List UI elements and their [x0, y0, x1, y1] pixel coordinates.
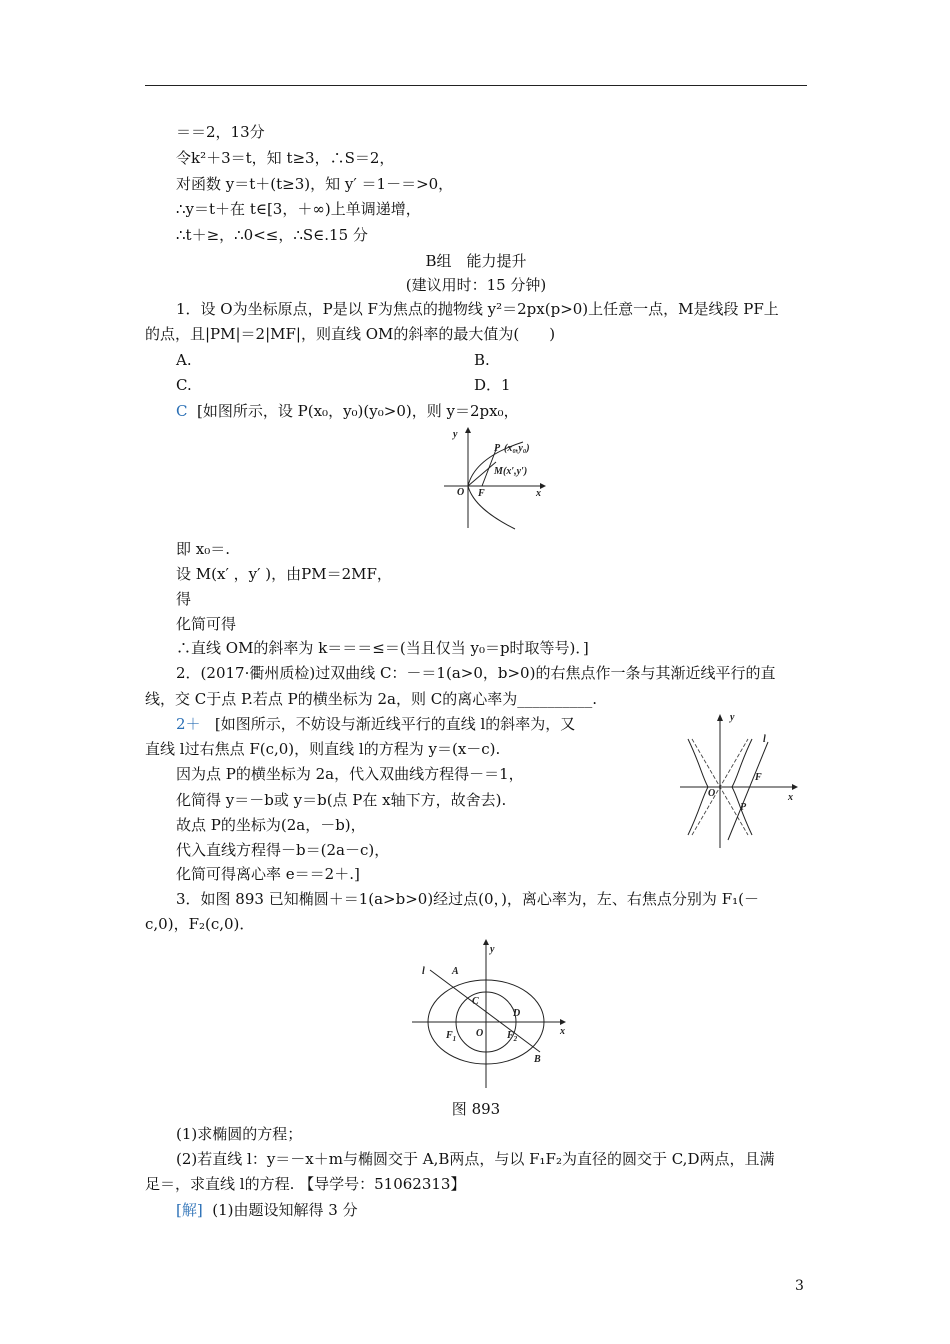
- step-3: 得: [176, 590, 192, 608]
- fig3-label-f1: $F_1$: [446, 1030, 457, 1043]
- question-1-line-1: 1．设 O为坐标原点，P是以 F为焦点的抛物线 y²＝2px(p>0)上任意一点，M是线段 PF上: [176, 300, 779, 318]
- solution-text: (1)由题设知解得 3 分: [212, 1201, 358, 1219]
- fig1-label-y: y: [453, 429, 458, 440]
- answer-2-line-3: 因为点 P的横坐标为 2a，代入双曲线方程得－＝1，: [176, 765, 524, 783]
- answer-1: [176, 401, 519, 421]
- step-1: 即 x₀＝.: [176, 540, 231, 558]
- fig1-label-x: x: [536, 488, 541, 499]
- page-number: 3: [795, 1278, 804, 1294]
- fig3-label-f2: $F_2$: [507, 1030, 518, 1043]
- answer-2-line-4: 化简得 y＝－b或 y＝b(点 P在 x轴下方，故舍去).: [176, 791, 507, 809]
- answer-2-line-6: 代入直线方程得－b＝(2a－c)，: [176, 841, 390, 859]
- fig2-label-f: F: [755, 772, 762, 783]
- figure-caption: 图 893: [451, 1100, 501, 1118]
- header-rule: [145, 85, 807, 86]
- fig2-label-l: l: [763, 734, 766, 745]
- fig1-line-OM: [468, 462, 496, 486]
- fig2-label-x: x: [788, 792, 793, 803]
- line-2: 令k²＋3＝t，知 t≥3，∴S＝2，: [176, 149, 395, 167]
- part-2-line-2: 足＝，求直线 l的方程. 【导学号：51062313】: [145, 1175, 466, 1193]
- answer-2-text: [如图所示，不妨设与渐近线平行的直线 l的斜率为，又: [214, 715, 576, 733]
- solution-start: [176, 1200, 358, 1220]
- question-1-line-2: 的点，且|PM|＝2|MF|，则直线 OM的斜率的最大值为( ): [145, 325, 556, 343]
- fig3-y-arrow: [483, 939, 489, 945]
- fig1-label-p-coord: (x₀,y₀): [504, 443, 530, 454]
- fig3-label-b: B: [534, 1054, 541, 1065]
- step-2: 设 M(x′ ，y′ )，由PM＝2MF，: [176, 565, 392, 583]
- fig1-label-f: F: [478, 488, 485, 499]
- fig3-label-l: l: [422, 966, 425, 977]
- option-d: D．1: [474, 376, 511, 394]
- fig1-label-m: M: [494, 466, 503, 477]
- line-3: 对函数 y＝t＋(t≥3)，知 y′ ＝1－＝>0，: [176, 175, 454, 193]
- answer-1-letter: C: [176, 402, 188, 420]
- ellipse-figure: [410, 938, 582, 1088]
- line-5: ∴t＋≥，∴0<≤，∴S∈.15 分: [176, 226, 368, 244]
- fig3-x-arrow: [560, 1019, 566, 1025]
- fig2-label-y: y: [730, 712, 735, 723]
- fig2-label-p: P: [740, 802, 747, 813]
- answer-2-line-5: 故点 P的坐标为(2a，－b)，: [176, 816, 366, 834]
- solution-tag: [解]: [176, 1201, 203, 1219]
- step-4: 化简可得: [176, 615, 237, 633]
- option-a: A.: [176, 351, 192, 369]
- option-c: C.: [176, 376, 192, 394]
- fig3-label-a: A: [452, 966, 459, 977]
- fig2-label-o: O: [708, 788, 716, 799]
- answer-2-value: 2＋: [176, 715, 201, 733]
- parabola-figure: [440, 425, 550, 533]
- question-2-line-2: 线，交 C于点 P.若点 P的横坐标为 2a，则 C的离心率为__________.: [145, 690, 597, 708]
- line-4: ∴y＝t＋在 t∈[3，＋∞)上单调递增，: [176, 200, 421, 218]
- fig1-label-m-coord: (x′,y′): [503, 466, 528, 477]
- fig2-y-arrow: [717, 714, 723, 721]
- question-3-line-2: c,0)，F₂(c,0)．: [145, 915, 255, 933]
- fig3-label-o: O: [476, 1028, 484, 1039]
- answer-1-text: [如图所示，设 P(x₀，y₀)(y₀>0)，则 y＝2px₀，: [197, 402, 519, 420]
- fig3-label-d: D: [513, 1008, 521, 1019]
- hyperbola-figure: [680, 712, 800, 850]
- question-2-line-1: 2．(2017·衢州质检)过双曲线 C：－＝1(a>0，b>0)的右焦点作一条与其渐近线平行的直: [176, 664, 776, 682]
- fig2-x-arrow: [792, 784, 798, 790]
- answer-2-line-2: 直线 l过右焦点 F(c,0)，则直线 l的方程为 y＝(x－c).: [145, 740, 501, 758]
- fig3-label-y: y: [490, 944, 495, 955]
- answer-2-line-7: 化简可得离心率 e＝＝2＋.]: [176, 865, 360, 883]
- option-b: B.: [474, 351, 490, 369]
- fig1-label-p: P: [494, 443, 501, 454]
- line-1: ＝＝2，13分: [176, 123, 265, 141]
- section-title: B组 能力提升: [425, 252, 527, 270]
- part-1: (1)求椭圆的方程；: [176, 1125, 303, 1143]
- step-5: ∴直线 OM的斜率为 k＝＝＝≤＝(当且仅当 y₀＝p时取等号)．]: [176, 639, 589, 657]
- answer-2: [176, 714, 575, 734]
- fig3-label-x: x: [560, 1026, 565, 1037]
- fig3-label-c: C: [472, 996, 479, 1007]
- fig1-y-arrow: [465, 427, 471, 433]
- fig1-label-o: O: [457, 487, 465, 498]
- question-3-line-1: 3．如图 893 已知椭圆＋＝1(a>b>0)经过点(0，)，离心率为，左、右焦点分别为 F₁(－: [176, 890, 759, 908]
- part-2-line-1: (2)若直线 l：y＝－x＋m与椭圆交于 A,B两点，与以 F₁F₂为直径的圆交于 C,D两点，且满: [176, 1150, 775, 1168]
- section-time: (建议用时：15 分钟): [405, 276, 547, 294]
